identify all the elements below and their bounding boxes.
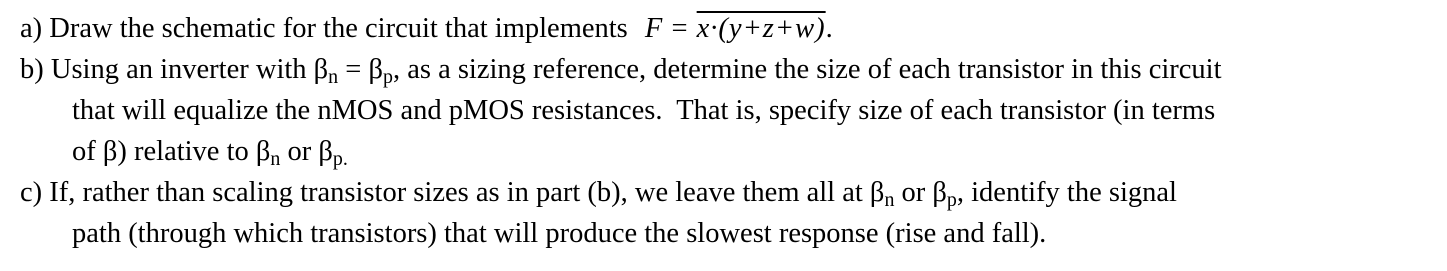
equation-equals: = [671, 13, 689, 44]
beta-glyph: β [318, 136, 333, 167]
equation-lhs: F [644, 13, 664, 44]
subscript-p: p [382, 65, 393, 88]
subscript-p: p [946, 188, 957, 211]
part-b-text-1a: Using an inverter with [50, 54, 307, 85]
beta-glyph: β [368, 54, 383, 85]
problem-text [20, 8, 1440, 254]
beta-p-symbol [932, 177, 957, 211]
subscript-period: . [342, 147, 348, 170]
part-c-line-1 [20, 172, 1440, 213]
part-b-line-2 [20, 90, 1440, 131]
beta-symbol: β [102, 136, 118, 167]
part-c-text-1b: , identify the signal [956, 177, 1177, 208]
part-b-or: or [280, 136, 319, 167]
part-a-text: Draw the schematic for the circuit that implements [49, 13, 628, 44]
beta-n-symbol [255, 136, 281, 170]
subscript-n: n [270, 147, 281, 170]
part-b-line-3 [20, 131, 1440, 172]
beta-n-symbol [869, 177, 895, 211]
boolean-equation [645, 8, 834, 49]
equation-rhs: x·(y+z+w) [696, 13, 826, 44]
part-b-text-2: that will equalize the nMOS and pMOS resistances. That is, specify size of each transistor (in terms [72, 95, 1216, 126]
part-b-text-3a: of [72, 136, 103, 167]
part-c-label: c) [20, 177, 43, 208]
part-c-text-2: path (through which transistors) that will produce the slowest response (rise and fall). [72, 218, 1047, 249]
subscript-p [333, 148, 348, 170]
part-a-line [20, 8, 1440, 49]
part-b-text-3b: ) relative to [117, 136, 256, 167]
beta-glyph: β [932, 177, 947, 208]
subscript-n: n [328, 65, 339, 88]
part-c-line-2 [20, 213, 1440, 254]
beta-glyph: β [255, 136, 271, 167]
part-c-or: or [894, 177, 933, 208]
part-b-line-1 [20, 49, 1440, 90]
part-b-label: b) [20, 54, 44, 85]
beta-n-symbol [313, 54, 339, 88]
subscript-p-letter: p [332, 147, 343, 170]
subscript-n: n [884, 188, 895, 211]
part-b-text-1b: , as a sizing reference, determine the size of each transistor in this circuit [392, 54, 1222, 85]
beta-p-symbol [368, 54, 393, 88]
beta-glyph: β [869, 177, 885, 208]
part-c-text-1a: If, rather than scaling transistor sizes as in part (b), we leave them all at [49, 177, 870, 208]
part-a-label: a) [20, 13, 43, 44]
equation-period: . [825, 13, 834, 44]
beta-glyph: β [313, 54, 329, 85]
beta-p-symbol [318, 136, 348, 170]
part-b-equals: = [338, 54, 369, 85]
